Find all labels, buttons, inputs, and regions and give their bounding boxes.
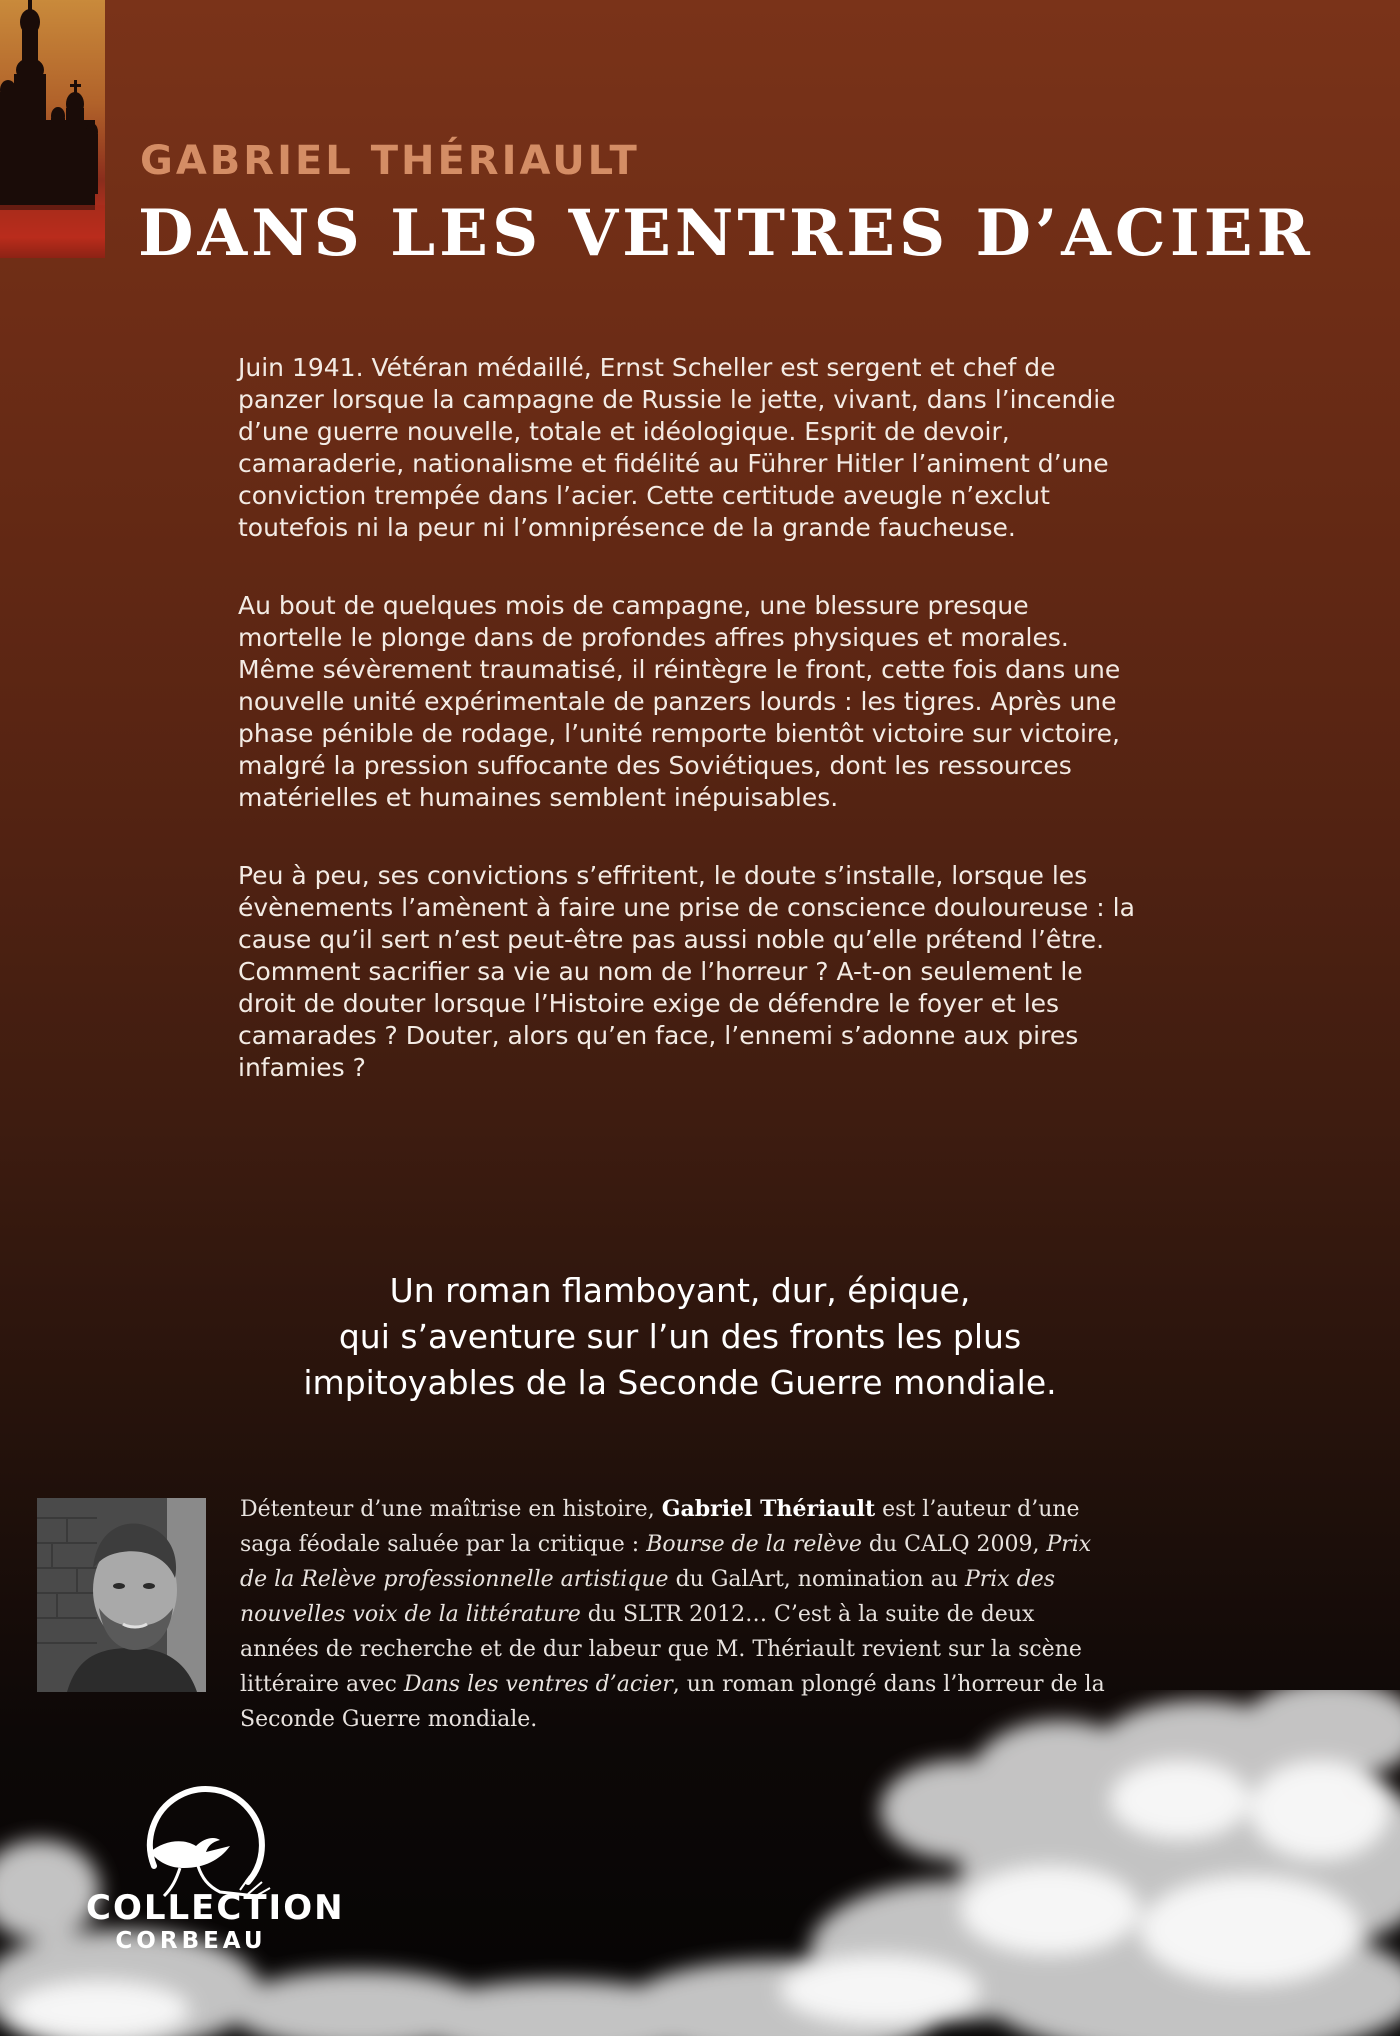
bio-text: du GalArt, nomination au (668, 1567, 965, 1592)
author-name: GABRIEL THÉRIAULT (140, 138, 640, 184)
bio-award: Prix des nouvelles voix de la littérature (240, 1567, 1056, 1627)
synopsis-paragraph: Juin 1941. Vétéran médaillé, Ernst Scheller est sergent et chef de panzer lorsque la campagne de Russie le jette, vivant, dans l’incendie d’une guerre nouvelle, totale et idéologique. Esprit de devoir, camaraderie, nationalisme et fidélité au Führer Hitler l’animent d’une conviction trempée dans l’acier. Cette certitude aveugle n’exclut toutefois ni la peur ni l’omniprésence de la grande faucheuse. (238, 353, 1116, 542)
bio-text: est l’auteur d’une saga féodale saluée par la critique : (240, 1497, 1080, 1557)
synopsis-paragraph: Peu à peu, ses convictions s’effritent, le doute s’installe, lorsque les évènements l’amènent à faire une prise de conscience douloureuse : la cause qu’il sert n’est peut-être pas aussi noble qu’elle prétend l’être. Comment sacrifier sa vie au nom de l’horreur ? A-t-on seulement le droit de douter lorsque l’Histoire exige de défendre le foyer et les camarades ? Douter, alors qu’en face, l’ennemi s’adonne aux pires infamies ? (238, 861, 1135, 1082)
cover-corner-image (0, 0, 105, 258)
publisher-name: COLLECTION (86, 1888, 345, 1928)
tagline-line: Un roman flamboyant, dur, épique, (389, 1271, 971, 1310)
publisher-collection: CORBEAU (115, 1928, 267, 1954)
bio-text: du SLTR 2012… C’est à la suite de deux années de recherche et de dur labeur que M. Thériault revient sur la scène littéraire avec (240, 1602, 1082, 1697)
bio-award: Bourse de la relève (646, 1532, 862, 1557)
bio-text: du CALQ 2009, (861, 1532, 1047, 1557)
author-portrait-icon (37, 1498, 206, 1692)
bio-text: Détenteur d’une maîtrise en histoire, (240, 1497, 662, 1522)
bio-text: , un roman plongé dans l’horreur de la Seconde Guerre mondiale. (240, 1672, 1105, 1732)
bio-author-name: Gabriel Thériault (661, 1496, 876, 1522)
author-photo (37, 1498, 206, 1692)
book-title: DANS LES VENTRES D’ACIER (138, 196, 1314, 271)
tagline-line: impitoyables de la Seconde Guerre mondiale. (303, 1363, 1057, 1402)
tagline-line: qui s’aventure sur l’un des fronts les plus (338, 1317, 1022, 1356)
bio-book-title: Dans les ventres d’acier (403, 1672, 673, 1697)
synopsis-paragraph: Au bout de quelques mois de campagne, une blessure presque mortelle le plonge dans de profondes affres physiques et morales. Même sévèrement traumatisé, il réintègre le front, cette fois dans une nouvelle unité expérimentale de panzers lourds : les tigres. Après une phase pénible de rodage, l’unité remporte bientôt victoire sur victoire, malgré la pression suffocante des Soviétiques, dont les ressources matérielles et humaines semblent inépuisables. (238, 591, 1121, 812)
church-silhouette-icon (0, 0, 105, 258)
synopsis (238, 352, 1138, 1130)
tagline (170, 1268, 1190, 1406)
bio-award: Prix de la Relève professionnelle artistique (240, 1532, 1092, 1592)
